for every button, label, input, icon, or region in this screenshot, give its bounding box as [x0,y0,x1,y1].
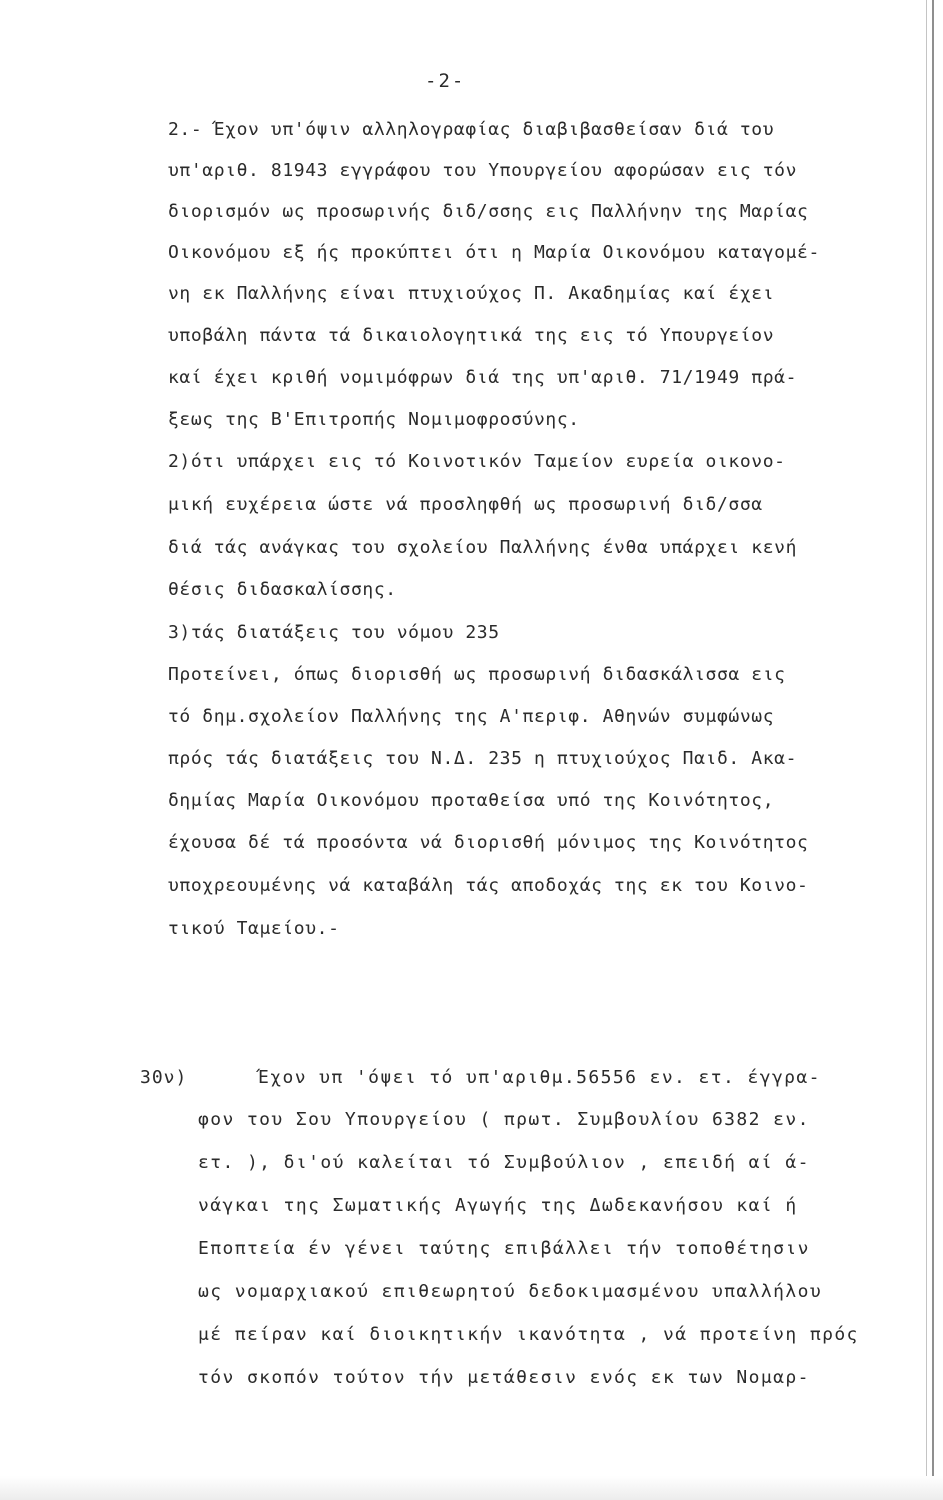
text-line: θέσις διδασκαλίσσης. [168,579,397,600]
text-line: Οικονόμου εξ ής προκύπτει ότι η Μαρία Οικονόμου καταγομέ- [168,242,820,263]
text-line: διά τάς ανάγκας του σχολείου Παλλήνης ένθα υπάρχει κενή [168,537,798,558]
scan-edge-line [926,0,927,1500]
text-line: ξεως της Β'Επιτροπής Νομιμοφροσύνης. [168,409,580,430]
text-line: Εποπτεία έν γένει ταύτης επιβάλλει τήν τοποθέτησιν [198,1238,810,1259]
text-line: Έχον υπ 'όψει τό υπ'αριθμ.56556 εν. ετ. έγγρα- [258,1067,821,1088]
text-line: πρός τάς διατάξεις του Ν.Δ. 235 η πτυχιούχος Παιδ. Ακα- [168,748,798,769]
text-line: μέ πείραν καί διοικητικήν ικανότητα , νά προτείνη πρός [198,1324,859,1345]
text-line: υποβάλη πάντα τά δικαιολογητικά της εις τό Υπουργείον [168,325,775,346]
scan-edge-line [932,0,934,1500]
text-line: ετ. ), δι'ού καλείται τό Συμβούλιον , επειδή αί ά- [198,1152,810,1173]
scan-bottom-edge [0,1476,943,1500]
section-number: 30ν) [140,1067,188,1088]
text-line: φον του Σου Υπουργείου ( πρωτ. Συμβουλίου 6382 εν. [198,1109,810,1130]
text-line: νη εκ Παλλήνης είναι πτυχιούχος Π. Ακαδημίας καί έχει [168,283,775,304]
text-line: 2)ότι υπάρχει εις τό Κοινοτικόν Ταμείον ευρεία οικονο- [168,451,786,472]
text-line: διορισμόν ως προσωρινής διδ/σσης εις Παλλήνην της Μαρίας [168,201,809,222]
text-line: νάγκαι της Σωματικής Αγωγής της Δωδεκανήσου καί ή [198,1195,798,1216]
text-line: Προτείνει, όπως διορισθή ως προσωρινή διδασκάλισσα εις [168,664,786,685]
text-line: καί έχει κριθή νομιμόφρων διά της υπ'αριθ. 71/1949 πρά- [168,367,798,388]
text-line: τόν σκοπόν τούτον τήν μετάθεσιν ενός εκ των Νομαρ- [198,1367,810,1388]
text-line: τικού Ταμείου.- [168,918,340,939]
text-line: 3)τάς διατάξεις του νόμου 235 [168,622,500,643]
text-line: 2.- Έχον υπ'όψιν αλληλογραφίας διαβιβασθείσαν διά του [168,119,775,140]
text-line: δημίας Μαρία Οικονόμου προταθείσα υπό της Κοινότητος, [168,790,775,811]
text-line: υποχρεουμένης νά καταβάλη τάς αποδοχάς της εκ του Κοινο- [168,875,809,896]
text-line: μική ευχέρεια ώστε νά προσληφθή ως προσωρινή διδ/σσα [168,494,763,515]
text-line: τό δημ.σχολείον Παλλήνης της Α'περιφ. Αθηνών συμφώνως [168,706,775,727]
text-line: έχουσα δέ τά προσόντα νά διορισθή μόνιμος της Κοινότητος [168,832,809,853]
page-number: -2- [425,70,466,92]
text-line: ως νομαρχιακού επιθεωρητού δεδοκιμασμένου υπαλλήλου [198,1281,823,1302]
text-line: υπ'αριθ. 81943 εγγράφου του Υπουργείου αφορώσαν εις τόν [168,160,798,181]
